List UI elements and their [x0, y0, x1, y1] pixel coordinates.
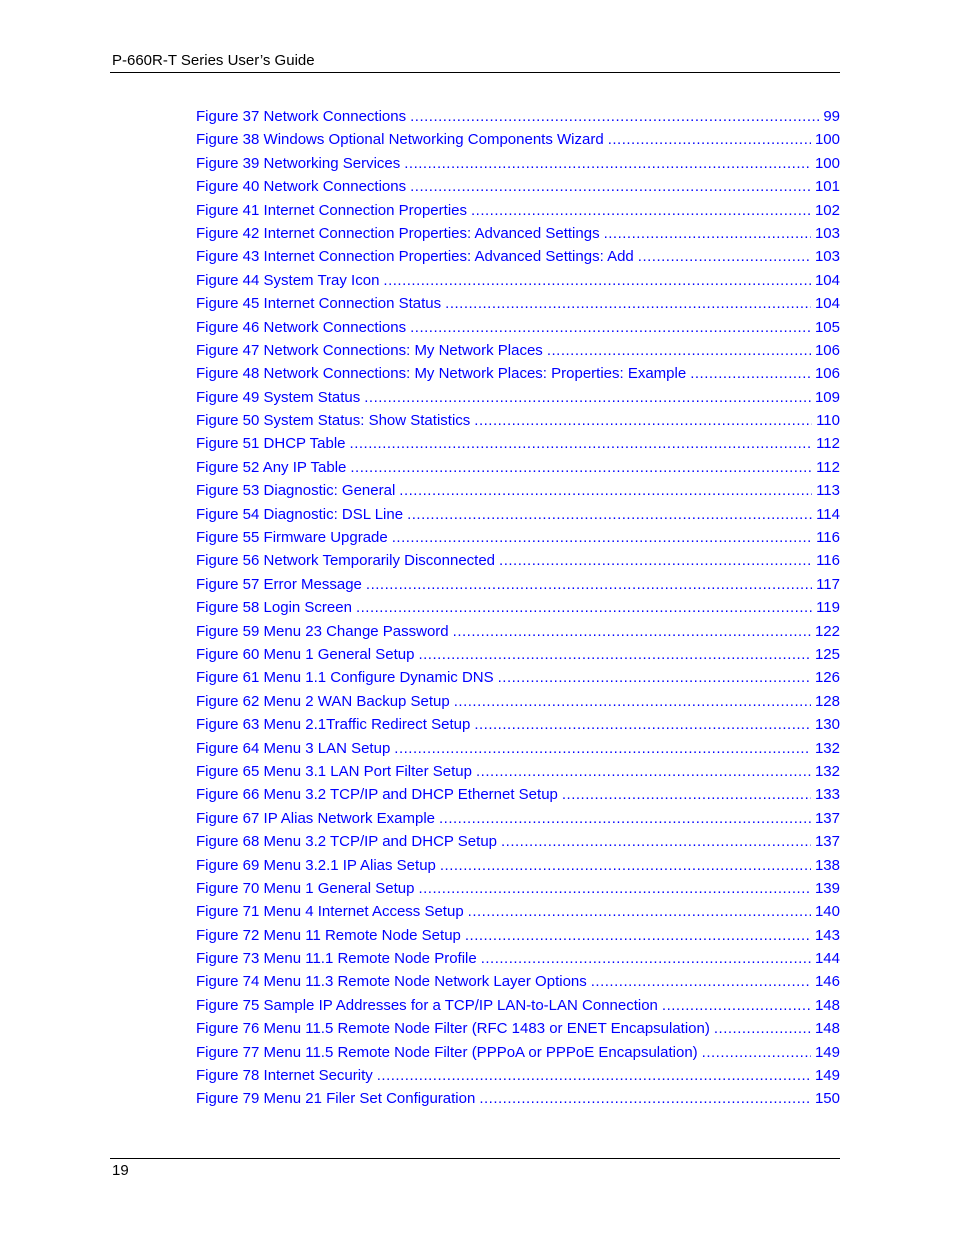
- toc-entry-title[interactable]: Figure 40 Network Connections: [196, 178, 407, 196]
- toc-entry[interactable]: [196, 737, 840, 760]
- toc-dot-leader: [404, 152, 811, 175]
- toc-entry[interactable]: [196, 596, 840, 619]
- toc-entry[interactable]: [196, 479, 840, 502]
- toc-entry-page[interactable]: 149: [814, 1043, 840, 1061]
- toc-dot-leader: [690, 362, 811, 385]
- toc-entry-page[interactable]: 130: [814, 716, 840, 734]
- toc-entry-title[interactable]: Figure 49 System Status: [196, 388, 361, 406]
- toc-entry-title[interactable]: Figure 74 Menu 11.3 Remote Node Network Layer Options: [196, 973, 587, 991]
- toc-entry[interactable]: [196, 526, 840, 549]
- toc-entry-page[interactable]: 148: [814, 1020, 840, 1038]
- toc-entry-title[interactable]: Figure 75 Sample IP Addresses for a TCP/IP LAN-to-LAN Connection: [196, 996, 658, 1014]
- toc-entry[interactable]: [196, 807, 840, 830]
- toc-entry-page[interactable]: 140: [814, 903, 840, 921]
- toc-entry-page[interactable]: 119: [816, 599, 840, 617]
- toc-entry-page[interactable]: 128: [814, 692, 840, 710]
- toc-entry-title[interactable]: Figure 37 Network Connections: [196, 108, 407, 125]
- toc-entry[interactable]: [196, 1041, 840, 1064]
- toc-entry-page[interactable]: 103: [814, 224, 840, 242]
- toc-dot-leader: [662, 994, 811, 1017]
- toc-entry-title[interactable]: Figure 70 Menu 1 General Setup: [196, 879, 415, 897]
- toc-entry-page[interactable]: 116: [816, 529, 840, 547]
- toc-entry[interactable]: [196, 713, 840, 736]
- toc-dot-leader: [350, 456, 812, 479]
- toc-entry-page[interactable]: 122: [814, 622, 840, 640]
- toc-entry-title[interactable]: Figure 67 IP Alias Network Example: [196, 809, 435, 827]
- footer-divider: [110, 1158, 840, 1159]
- toc-entry-title[interactable]: Figure 62 Menu 2 WAN Backup Setup: [196, 692, 450, 710]
- toc-entry-page[interactable]: 101: [814, 178, 840, 196]
- toc-entry-title[interactable]: Figure 73 Menu 11.1 Remote Node Profile: [196, 950, 477, 968]
- toc-entry-page[interactable]: 125: [814, 645, 840, 663]
- toc-entry-title[interactable]: Figure 53 Diagnostic: General: [196, 482, 396, 500]
- toc-entry-title[interactable]: Figure 60 Menu 1 General Setup: [196, 645, 415, 663]
- toc-entry-title[interactable]: Figure 65 Menu 3.1 LAN Port Filter Setup: [196, 762, 472, 780]
- toc-entry-title[interactable]: Figure 76 Menu 11.5 Remote Node Filter (RFC 1483 or ENET Encapsulation): [196, 1020, 710, 1038]
- toc-dot-leader: [547, 339, 811, 362]
- toc-dot-leader: [356, 596, 812, 619]
- page-header-title: P-660R-T Series User’s Guide: [112, 52, 315, 69]
- toc-entry-page[interactable]: 106: [814, 365, 840, 383]
- toc-entry-page[interactable]: 117: [816, 575, 840, 593]
- toc-entry[interactable]: [196, 409, 840, 432]
- toc-entry-page[interactable]: 138: [814, 856, 840, 874]
- toc-entry[interactable]: [196, 316, 840, 339]
- toc-entry-page[interactable]: 116: [816, 552, 840, 570]
- toc-entry-page[interactable]: 144: [814, 950, 840, 968]
- toc-entry-page[interactable]: 132: [814, 762, 840, 780]
- toc-entry[interactable]: [196, 175, 840, 198]
- toc-entry[interactable]: [196, 269, 840, 292]
- toc-dot-leader: [499, 549, 812, 572]
- toc-entry[interactable]: [196, 222, 840, 245]
- toc-entry-title[interactable]: Figure 68 Menu 3.2 TCP/IP and DHCP Setup: [196, 833, 498, 851]
- header-divider: [110, 72, 840, 73]
- toc-entry[interactable]: [196, 900, 840, 923]
- toc-dot-leader: [468, 900, 811, 923]
- toc-entry-page[interactable]: 104: [814, 295, 840, 313]
- page-number: 19: [112, 1162, 129, 1179]
- toc-dot-leader: [350, 432, 813, 455]
- list-of-figures: [196, 105, 840, 1111]
- toc-entry-page[interactable]: 137: [814, 833, 840, 851]
- toc-entry[interactable]: [196, 432, 840, 455]
- toc-dot-leader: [410, 316, 811, 339]
- toc-dot-leader: [604, 222, 811, 245]
- toc-dot-leader: [410, 175, 811, 198]
- toc-entry-title[interactable]: Figure 39 Networking Services: [196, 154, 401, 172]
- toc-entry-page[interactable]: 146: [814, 973, 840, 991]
- toc-entry-title[interactable]: Figure 54 Diagnostic: DSL Line: [196, 505, 404, 523]
- toc-entry-title[interactable]: Figure 77 Menu 11.5 Remote Node Filter (PPPoA or PPPoE Encapsulation): [196, 1043, 698, 1061]
- toc-dot-leader: [474, 409, 812, 432]
- toc-entry-title[interactable]: Figure 48 Network Connections: My Network Places: Properties: Example: [196, 365, 687, 383]
- toc-entry-title[interactable]: Figure 66 Menu 3.2 TCP/IP and DHCP Ethernet Setup: [196, 786, 558, 804]
- toc-entry-title[interactable]: Figure 51 DHCP Table: [196, 435, 346, 453]
- toc-entry[interactable]: [196, 128, 840, 151]
- toc-entry-page[interactable]: 100: [814, 154, 840, 172]
- toc-entry[interactable]: [196, 760, 840, 783]
- toc-entry-page[interactable]: 137: [814, 809, 840, 827]
- toc-entry[interactable]: [196, 245, 840, 268]
- toc-entry-page[interactable]: 112: [816, 458, 840, 476]
- toc-dot-leader: [407, 503, 812, 526]
- toc-dot-leader: [562, 783, 811, 806]
- toc-entry-page[interactable]: 133: [814, 786, 840, 804]
- toc-entry[interactable]: [196, 854, 840, 877]
- toc-entry-title[interactable]: Figure 71 Menu 4 Internet Access Setup: [196, 903, 464, 921]
- toc-dot-leader: [440, 854, 811, 877]
- toc-dot-leader: [445, 292, 811, 315]
- toc-entry-page[interactable]: 104: [814, 271, 840, 289]
- toc-dot-leader: [591, 970, 811, 993]
- toc-entry-page[interactable]: 110: [816, 412, 840, 430]
- toc-entry[interactable]: [196, 503, 840, 526]
- toc-entry[interactable]: [196, 456, 840, 479]
- toc-dot-leader: [465, 924, 811, 947]
- toc-dot-leader: [410, 105, 819, 128]
- toc-entry-title[interactable]: Figure 42 Internet Connection Properties: Advanced Settings: [196, 224, 600, 242]
- toc-entry-page[interactable]: 132: [814, 739, 840, 757]
- toc-entry[interactable]: [196, 199, 840, 222]
- toc-entry-page[interactable]: 109: [814, 388, 840, 406]
- toc-entry-page[interactable]: 143: [814, 926, 840, 944]
- toc-entry-title[interactable]: Figure 46 Network Connections: [196, 318, 407, 336]
- toc-entry-title[interactable]: Figure 38 Windows Optional Networking Components Wizard: [196, 131, 604, 149]
- toc-entry-title[interactable]: Figure 63 Menu 2.1Traffic Redirect Setup: [196, 716, 471, 734]
- toc-entry-page[interactable]: 106: [814, 341, 840, 359]
- toc-entry-title[interactable]: Figure 44 System Tray Icon: [196, 271, 380, 289]
- toc-dot-leader: [418, 877, 811, 900]
- toc-entry[interactable]: [196, 620, 840, 643]
- toc-entry[interactable]: [196, 1087, 840, 1110]
- toc-dot-leader: [714, 1017, 811, 1040]
- toc-entry-page[interactable]: 149: [814, 1067, 840, 1085]
- toc-entry-title[interactable]: Figure 79 Menu 21 Filer Set Configuration: [196, 1090, 476, 1108]
- toc-entry-title[interactable]: Figure 50 System Status: Show Statistics: [196, 412, 471, 430]
- toc-entry[interactable]: [196, 152, 840, 175]
- toc-entry[interactable]: [196, 339, 840, 362]
- toc-entry-page[interactable]: 105: [814, 318, 840, 336]
- toc-entry-title[interactable]: Figure 64 Menu 3 LAN Setup: [196, 739, 391, 757]
- toc-dot-leader: [366, 573, 812, 596]
- toc-entry[interactable]: [196, 105, 840, 128]
- toc-dot-leader: [394, 737, 811, 760]
- toc-dot-leader: [471, 199, 811, 222]
- toc-entry[interactable]: [196, 690, 840, 713]
- toc-entry[interactable]: [196, 783, 840, 806]
- toc-dot-leader: [364, 386, 811, 409]
- toc-entry-title[interactable]: Figure 69 Menu 3.2.1 IP Alias Setup: [196, 856, 436, 874]
- toc-entry[interactable]: [196, 573, 840, 596]
- toc-dot-leader: [638, 245, 811, 268]
- toc-dot-leader: [439, 807, 811, 830]
- toc-dot-leader: [418, 643, 811, 666]
- toc-entry-title[interactable]: Figure 58 Login Screen: [196, 599, 352, 617]
- toc-entry[interactable]: [196, 1064, 840, 1087]
- toc-dot-leader: [383, 269, 811, 292]
- toc-entry-title[interactable]: Figure 55 Firmware Upgrade: [196, 529, 388, 547]
- toc-entry-page[interactable]: 150: [814, 1090, 840, 1108]
- toc-entry-title[interactable]: Figure 72 Menu 11 Remote Node Setup: [196, 926, 461, 944]
- toc-dot-leader: [474, 713, 811, 736]
- toc-entry[interactable]: [196, 924, 840, 947]
- toc-dot-leader: [453, 620, 811, 643]
- toc-entry[interactable]: [196, 362, 840, 385]
- toc-entry-page[interactable]: 113: [816, 482, 840, 500]
- toc-dot-leader: [399, 479, 812, 502]
- toc-entry-title[interactable]: Figure 52 Any IP Table: [196, 458, 347, 476]
- toc-entry-page[interactable]: 102: [814, 201, 840, 219]
- toc-entry[interactable]: [196, 666, 840, 689]
- toc-entry-title[interactable]: Figure 41 Internet Connection Properties: [196, 201, 467, 219]
- toc-entry-page[interactable]: 139: [814, 879, 840, 897]
- toc-dot-leader: [479, 1087, 811, 1110]
- toc-entry-page[interactable]: 99: [823, 108, 840, 125]
- toc-entry-page[interactable]: 126: [814, 669, 840, 687]
- toc-dot-leader: [454, 690, 811, 713]
- toc-entry-title[interactable]: Figure 78 Internet Security: [196, 1067, 373, 1085]
- toc-entry[interactable]: [196, 947, 840, 970]
- toc-entry-page[interactable]: 148: [814, 996, 840, 1014]
- toc-entry[interactable]: [196, 292, 840, 315]
- toc-dot-leader: [498, 666, 811, 689]
- toc-entry-page[interactable]: 103: [814, 248, 840, 266]
- toc-entry-title[interactable]: Figure 47 Network Connections: My Network Places: [196, 341, 543, 359]
- toc-entry[interactable]: [196, 643, 840, 666]
- toc-entry-page[interactable]: 100: [814, 131, 840, 149]
- toc-dot-leader: [481, 947, 811, 970]
- toc-dot-leader: [476, 760, 811, 783]
- toc-dot-leader: [392, 526, 812, 549]
- toc-entry-page[interactable]: 112: [816, 435, 840, 453]
- toc-dot-leader: [377, 1064, 811, 1087]
- toc-dot-leader: [702, 1041, 811, 1064]
- toc-entry-title[interactable]: Figure 59 Menu 23 Change Password: [196, 622, 449, 640]
- toc-entry[interactable]: [196, 549, 840, 572]
- toc-entry[interactable]: [196, 1017, 840, 1040]
- toc-entry[interactable]: [196, 386, 840, 409]
- toc-entry-title[interactable]: Figure 61 Menu 1.1 Configure Dynamic DNS: [196, 669, 494, 687]
- toc-entry[interactable]: [196, 877, 840, 900]
- toc-entry-title[interactable]: Figure 57 Error Message: [196, 575, 362, 593]
- toc-dot-leader: [501, 830, 811, 853]
- toc-entry[interactable]: [196, 994, 840, 1017]
- toc-entry-title[interactable]: Figure 43 Internet Connection Properties: Advanced Settings: Add: [196, 248, 634, 266]
- toc-entry[interactable]: [196, 970, 840, 993]
- toc-entry-title[interactable]: Figure 45 Internet Connection Status: [196, 295, 442, 313]
- toc-entry-page[interactable]: 114: [816, 505, 840, 523]
- toc-entry-title[interactable]: Figure 56 Network Temporarily Disconnected: [196, 552, 496, 570]
- toc-dot-leader: [608, 128, 811, 151]
- toc-entry[interactable]: [196, 830, 840, 853]
